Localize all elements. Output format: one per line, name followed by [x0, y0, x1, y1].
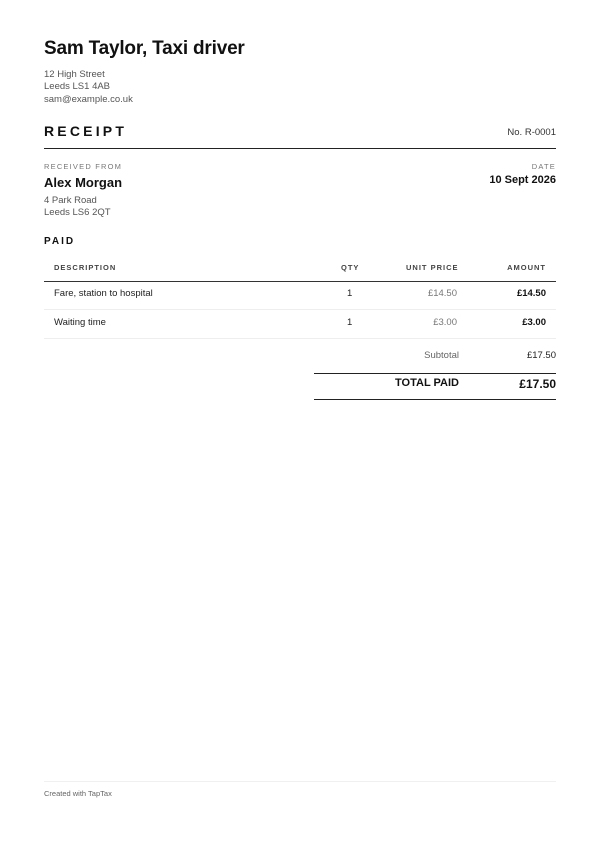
table-header: [44, 257, 556, 282]
item-description: Waiting time: [54, 317, 106, 328]
header-divider: [44, 148, 556, 149]
subtotal-label: Subtotal: [424, 350, 459, 361]
seller-name: Sam Taylor, Taxi driver: [44, 38, 245, 59]
column-header-amount: AMOUNT: [507, 263, 546, 272]
total-paid-label: TOTAL PAID: [395, 377, 459, 389]
item-amount: £3.00: [522, 317, 546, 328]
item-unit-price: £3.00: [433, 317, 457, 328]
footer-credit: Created with TapTax: [44, 789, 112, 798]
date-label: DATE: [531, 162, 556, 171]
item-qty: 1: [347, 317, 353, 328]
status-badge: PAID: [44, 236, 76, 247]
document-title: RECEIPT: [44, 123, 128, 139]
receipt-number: No. R-0001: [507, 127, 556, 138]
table-row: [44, 281, 556, 310]
seller-email: sam@example.co.uk: [44, 94, 133, 105]
subtotal-value: £17.50: [526, 350, 556, 361]
footer-divider: [44, 781, 556, 782]
column-header-qty: QTY: [341, 263, 360, 272]
item-description: Fare, station to hospital: [54, 288, 153, 299]
received-from-label: RECEIVED FROM: [44, 162, 123, 171]
totals-divider-bottom: [314, 399, 556, 400]
totals-divider-top: [314, 373, 556, 374]
receipt-date: 10 Sept 2026: [489, 174, 556, 186]
client-address-line1: 4 Park Road: [44, 195, 97, 206]
client-name: Alex Morgan: [44, 175, 123, 190]
column-header-description: DESCRIPTION: [54, 263, 117, 272]
seller-address-line1: 12 High Street: [44, 69, 105, 80]
column-header-unit-price: UNIT PRICE: [406, 263, 459, 272]
table-row: [44, 310, 556, 339]
item-qty: 1: [347, 288, 353, 299]
receipt-page: [44, 0, 556, 849]
seller-address-line2: Leeds LS1 4AB: [44, 81, 111, 92]
item-unit-price: £14.50: [427, 288, 457, 299]
item-amount: £14.50: [516, 288, 546, 299]
total-paid-value: £17.50: [519, 377, 556, 391]
client-address-line2: Leeds LS6 2QT: [44, 207, 111, 218]
